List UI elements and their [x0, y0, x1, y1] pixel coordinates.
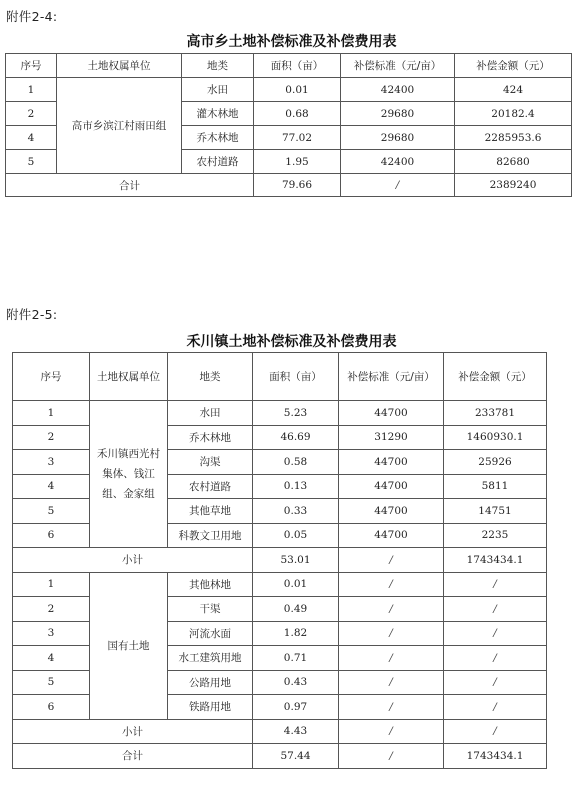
standard-cell: 44700	[339, 401, 444, 426]
annex-label-2-4: 附件2-4:	[6, 9, 58, 24]
area-cell: 0.68	[254, 102, 341, 126]
amount-cell: 20182.4	[455, 102, 572, 126]
land-type-cell: 公路用地	[168, 670, 253, 695]
amount-cell: /	[444, 695, 547, 720]
standard-cell: 44700	[339, 474, 444, 499]
land-type-cell: 铁路用地	[168, 695, 253, 720]
row-number: 5	[13, 670, 90, 695]
standard-cell: /	[339, 572, 444, 597]
area-cell: 0.49	[253, 597, 339, 622]
amount-cell: 5811	[444, 474, 547, 499]
area-cell: 0.43	[253, 670, 339, 695]
land-type-cell: 灌木林地	[182, 102, 254, 126]
column-header: 土地权属单位	[90, 353, 168, 401]
total-label: 合计	[13, 744, 253, 769]
area-cell: 0.13	[253, 474, 339, 499]
compensation-table-hechuan	[12, 352, 547, 769]
column-header: 面积（亩）	[253, 353, 339, 401]
amount-cell: /	[444, 621, 547, 646]
subtotal-standard: /	[339, 719, 444, 744]
row-number: 6	[13, 695, 90, 720]
total-amount: 2389240	[455, 174, 572, 197]
land-type-cell: 科教文卫用地	[168, 523, 253, 548]
table-row	[6, 174, 572, 197]
subtotal-area: 53.01	[253, 548, 339, 573]
total-standard: /	[339, 744, 444, 769]
area-cell: 1.95	[254, 150, 341, 174]
row-number: 4	[13, 646, 90, 671]
amount-cell: 2235	[444, 523, 547, 548]
area-cell: 0.05	[253, 523, 339, 548]
standard-cell: 42400	[341, 78, 455, 102]
area-cell: 1.82	[253, 621, 339, 646]
owner-cell: 高市乡滨江村雨田组	[57, 78, 182, 174]
owner-cell: 国有土地	[90, 572, 168, 719]
table-row	[13, 548, 547, 573]
row-number: 4	[13, 474, 90, 499]
table-row	[13, 353, 547, 401]
total-area: 57.44	[253, 744, 339, 769]
total-amount: 1743434.1	[444, 744, 547, 769]
area-cell: 46.69	[253, 425, 339, 450]
row-number: 4	[6, 126, 57, 150]
compensation-table-gaoshi	[5, 53, 572, 197]
land-type-cell: 水工建筑用地	[168, 646, 253, 671]
row-number: 3	[13, 450, 90, 475]
row-number: 6	[13, 523, 90, 548]
table-row	[13, 572, 547, 597]
subtotal-area: 4.43	[253, 719, 339, 744]
land-type-cell: 干渠	[168, 597, 253, 622]
column-header: 补偿金额（元）	[455, 54, 572, 78]
land-type-cell: 农村道路	[168, 474, 253, 499]
column-header: 序号	[13, 353, 90, 401]
table-row	[6, 54, 572, 78]
standard-cell: 44700	[339, 499, 444, 524]
standard-cell: /	[339, 646, 444, 671]
standard-cell: 29680	[341, 102, 455, 126]
land-type-cell: 水田	[168, 401, 253, 426]
area-cell: 77.02	[254, 126, 341, 150]
total-label: 合计	[6, 174, 254, 197]
standard-cell: 42400	[341, 150, 455, 174]
standard-cell: /	[339, 597, 444, 622]
land-type-cell: 沟渠	[168, 450, 253, 475]
row-number: 2	[6, 102, 57, 126]
subtotal-standard: /	[339, 548, 444, 573]
column-header: 补偿标准（元/亩）	[339, 353, 444, 401]
table-title-gaoshi: 高市乡土地补偿标准及补偿费用表	[186, 34, 397, 50]
annex-label-2-5: 附件2-5:	[6, 307, 58, 322]
amount-cell: /	[444, 597, 547, 622]
standard-cell: /	[339, 695, 444, 720]
subtotal-amount: 1743434.1	[444, 548, 547, 573]
area-cell: 0.58	[253, 450, 339, 475]
row-number: 2	[13, 597, 90, 622]
column-header: 地类	[168, 353, 253, 401]
land-type-cell: 农村道路	[182, 150, 254, 174]
land-type-cell: 乔木林地	[168, 425, 253, 450]
area-cell: 5.23	[253, 401, 339, 426]
column-header: 地类	[182, 54, 254, 78]
subtotal-label: 小计	[13, 719, 253, 744]
total-area: 79.66	[254, 174, 341, 197]
row-number: 5	[6, 150, 57, 174]
area-cell: 0.33	[253, 499, 339, 524]
amount-cell: 25926	[444, 450, 547, 475]
standard-cell: /	[339, 621, 444, 646]
table-title-hechuan: 禾川镇土地补偿标准及补偿费用表	[186, 334, 397, 350]
area-cell: 0.97	[253, 695, 339, 720]
total-standard: /	[341, 174, 455, 197]
standard-cell: 29680	[341, 126, 455, 150]
row-number: 1	[13, 401, 90, 426]
standard-cell: 31290	[339, 425, 444, 450]
amount-cell: 14751	[444, 499, 547, 524]
land-type-cell: 乔木林地	[182, 126, 254, 150]
row-number: 3	[13, 621, 90, 646]
area-cell: 0.01	[254, 78, 341, 102]
amount-cell: 82680	[455, 150, 572, 174]
area-cell: 0.01	[253, 572, 339, 597]
amount-cell: 233781	[444, 401, 547, 426]
row-number: 5	[13, 499, 90, 524]
standard-cell: /	[339, 670, 444, 695]
land-type-cell: 河流水面	[168, 621, 253, 646]
amount-cell: /	[444, 670, 547, 695]
table-row	[13, 401, 547, 426]
table-row	[13, 744, 547, 769]
table-row	[6, 78, 572, 102]
subtotal-label: 小计	[13, 548, 253, 573]
column-header: 补偿标准（元/亩）	[341, 54, 455, 78]
row-number: 2	[13, 425, 90, 450]
area-cell: 0.71	[253, 646, 339, 671]
row-number: 1	[6, 78, 57, 102]
amount-cell: /	[444, 646, 547, 671]
amount-cell: 2285953.6	[455, 126, 572, 150]
column-header: 补偿金额（元）	[444, 353, 547, 401]
standard-cell: 44700	[339, 450, 444, 475]
amount-cell: /	[444, 572, 547, 597]
table-row	[13, 719, 547, 744]
land-type-cell: 其他林地	[168, 572, 253, 597]
subtotal-amount: /	[444, 719, 547, 744]
column-header: 面积（亩）	[254, 54, 341, 78]
amount-cell: 1460930.1	[444, 425, 547, 450]
land-type-cell: 其他草地	[168, 499, 253, 524]
row-number: 1	[13, 572, 90, 597]
standard-cell: 44700	[339, 523, 444, 548]
amount-cell: 424	[455, 78, 572, 102]
owner-cell: 禾川镇西光村集体、钱江组、金家组	[90, 401, 168, 548]
land-type-cell: 水田	[182, 78, 254, 102]
column-header: 土地权属单位	[57, 54, 182, 78]
column-header: 序号	[6, 54, 57, 78]
